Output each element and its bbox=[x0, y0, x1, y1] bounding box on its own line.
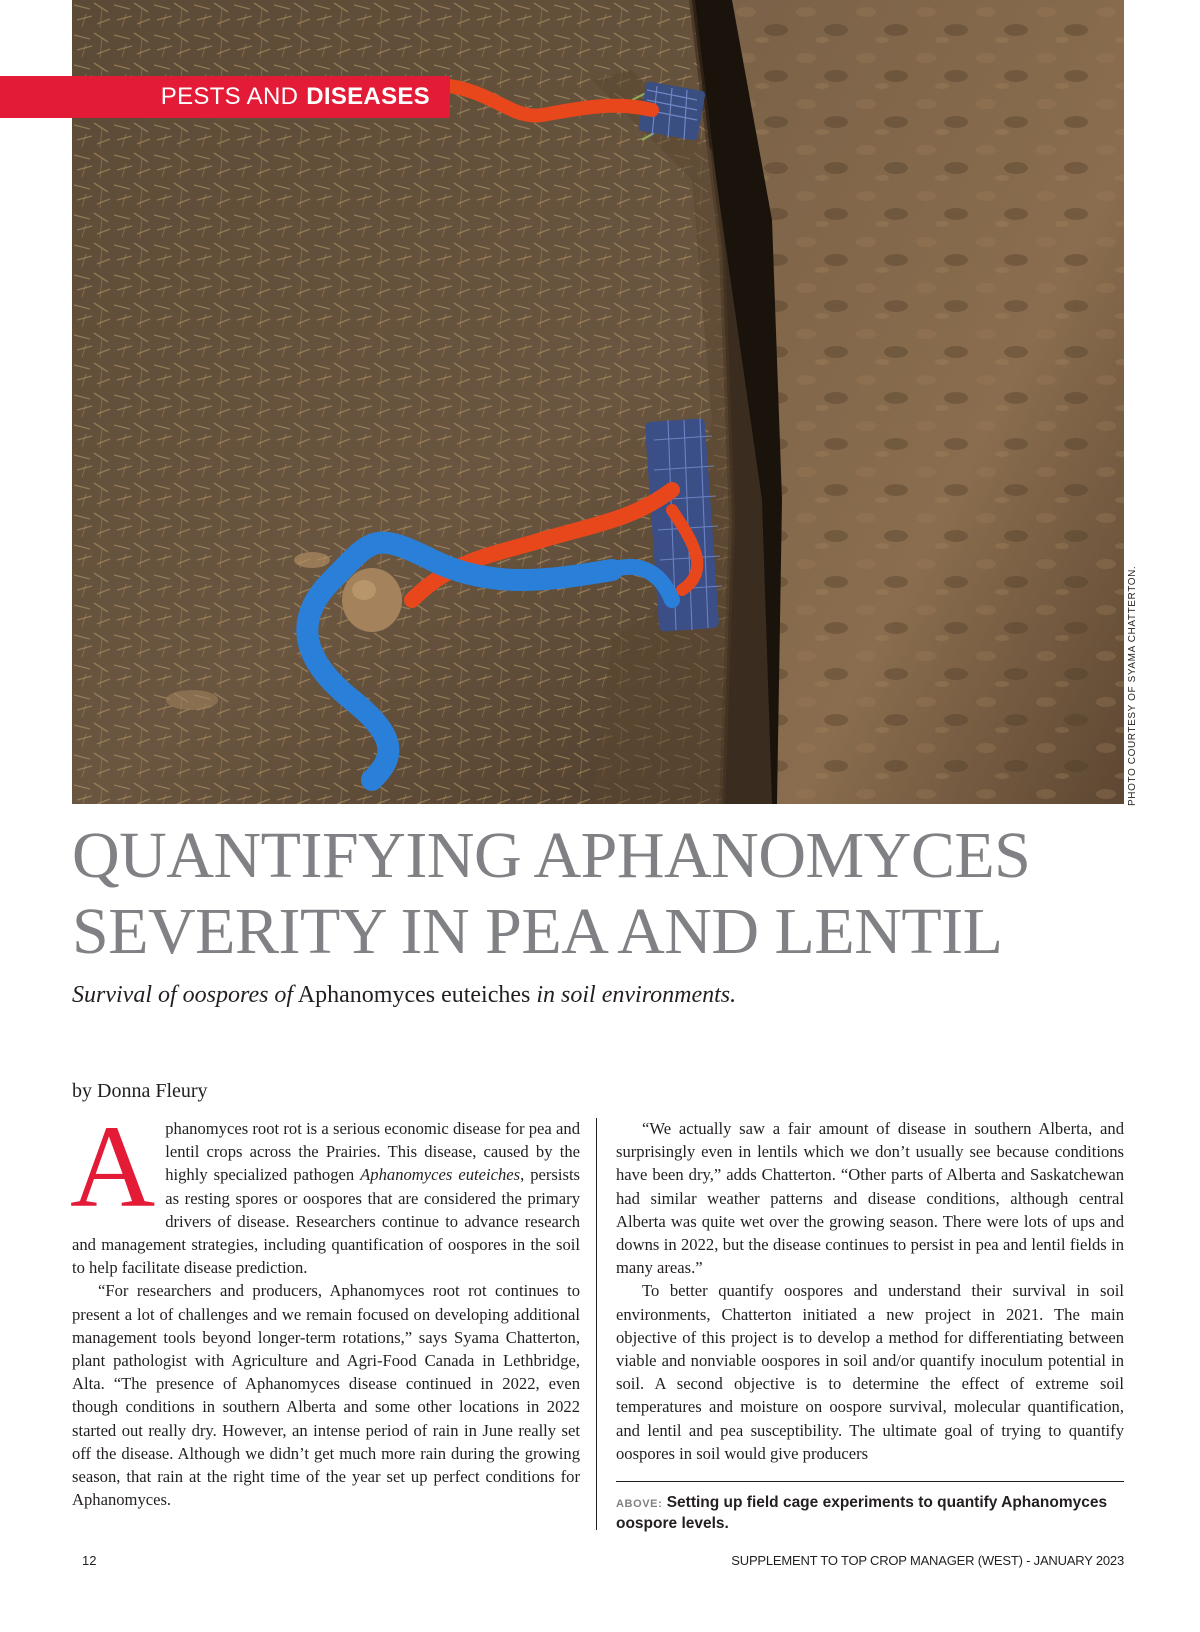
body-paragraph-1 bbox=[70, 1101, 581, 1279]
field-cage-photo-illustration bbox=[72, 0, 1124, 804]
deck-part-2: Aphanomyces euteiches bbox=[293, 982, 537, 1008]
body-paragraph-4: To better quantify oospores and understand their survival in soil environments, Chatterton initiated a new project in 2021. The main objective of this project is to develop a method for differentiating between viable and nonviable oospores in soil and/or quantify inoculum potential in soil. A second objective is to determine the effect of extreme soil temperatures and moisture on oospore survival, molecular quantification, and lentil and pea susceptibility. The ultimate goal of trying to quantify oospores in soil would give producers bbox=[616, 1281, 1124, 1463]
body-paragraph-2: “For researchers and producers, Aphanomyces root rot continues to present a lot of challenges and we remain focused on developing additional management tools beyond longer-term rotations,” says Syama Chatterton, plant pathologist with Agriculture and Agri-Food Canada in Lethbridge, Alta. “The presence of Aphanomyces disease continued in 2022, even though conditions in southern Alberta and some other locations in 2022 started out really dry. However, an intense period of rain in June really set off the disease. Although we didn’t get much more rain during the growing season, that rain at the right time of the year set up perfect conditions for Aphanomyces. bbox=[72, 1281, 580, 1510]
caption-text: Setting up field cage experiments to quantify Aphanomyces oospore levels. bbox=[616, 1494, 1108, 1532]
section-label-light: PESTS AND bbox=[160, 83, 299, 110]
page-number: 12 bbox=[82, 1553, 97, 1568]
byline: by Donna Fleury bbox=[72, 1080, 208, 1102]
article-deck bbox=[72, 980, 1122, 1010]
article-headline bbox=[72, 818, 1142, 970]
p1-species-italic: Aphanomyces euteiches bbox=[360, 1165, 521, 1185]
photo-credit: PHOTO COURTESY OF SYAMA CHATTERTON. bbox=[1127, 565, 1138, 806]
drop-cap: A bbox=[70, 1101, 156, 1232]
p1-start: phanomyces root rot is a serious economic disease for pea and lentil crops across the Prairies. This disease, caused by the highly specialized pathogen bbox=[165, 1119, 580, 1185]
deck-part-3: in soil environments. bbox=[536, 982, 737, 1008]
publication-line: SUPPLEMENT TO TOP CROP MANAGER (WEST) - JANUARY 2023 bbox=[731, 1553, 1124, 1568]
headline-line-2: SEVERITY IN PEA AND LENTIL bbox=[72, 895, 1003, 968]
photo-caption bbox=[616, 1493, 1124, 1534]
column-divider bbox=[596, 1118, 597, 1530]
section-tab bbox=[0, 76, 450, 118]
body-column-right bbox=[616, 1117, 1124, 1465]
deck-part-1: Survival of oospores of bbox=[72, 982, 294, 1008]
headline-line-1: QUANTIFYING APHANOMYCES bbox=[72, 819, 1031, 892]
body-paragraph-3: “We actually saw a fair amount of disease in southern Alberta, and surprisingly even in lentils which we don’t usually see because conditions have been dry,” adds Chatterton. “Other parts of Alberta and Saskatchewan had similar weather patterns and disease conditions, although central Alberta was quite wet over the growing season. There were lots of ups and downs in 2022, but the disease continues to persist in pea and lentil fields in many areas.” bbox=[616, 1119, 1124, 1278]
section-label-bold: DISEASES bbox=[306, 83, 430, 110]
hero-photo bbox=[72, 0, 1124, 804]
caption-divider bbox=[616, 1481, 1124, 1482]
body-column-left bbox=[70, 1101, 581, 1511]
caption-label: ABOVE: bbox=[616, 1498, 663, 1510]
p1-end: , persists as resting spores or oospores that are considered the primary drivers of disease. Researchers continue to advance research and management strategies, including quantification of oospores in the soil to help facilitate disease prediction. bbox=[72, 1165, 581, 1278]
